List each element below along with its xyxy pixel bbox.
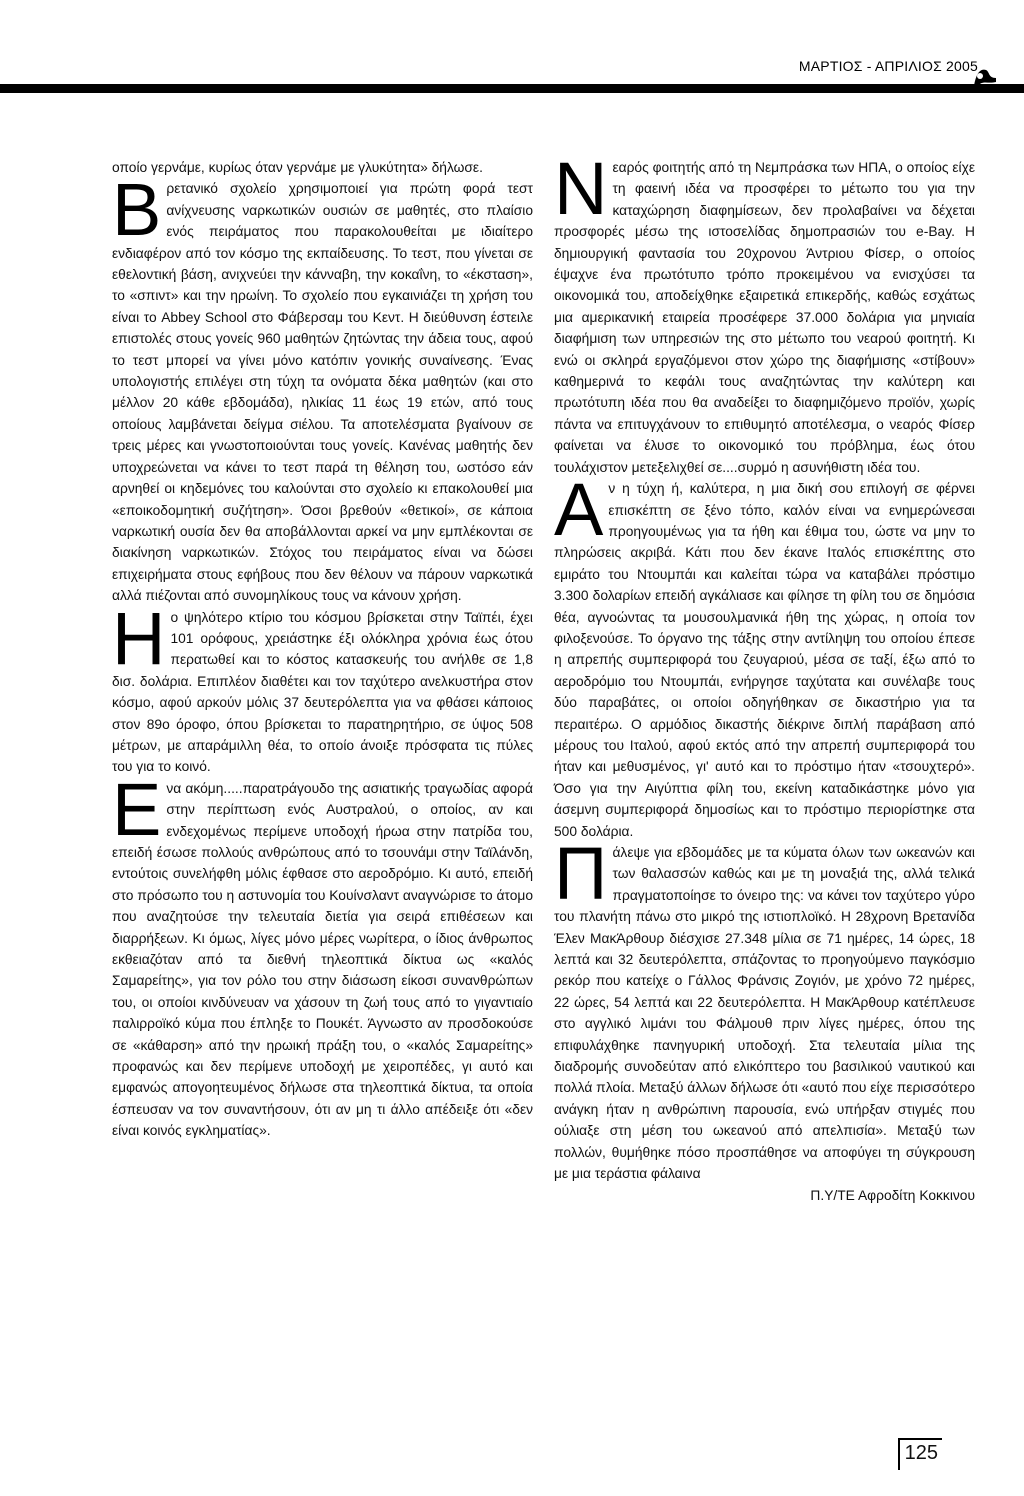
- drop-cap: Β: [112, 168, 162, 252]
- page-number: 125: [898, 1438, 942, 1470]
- paragraph-text: άλεψε για εβδομάδες με τα κύματα όλων των ωκεανών και των θαλασσών καθώς και με τη μοναξιά της, αλλά τελικά πραγματοποίησε το όνειρο της: να κάνει τον ταχύτερο γύρο του πλανήτη πάνω στο μικρό της ιστιοπλοϊκό. Η 28χρονη Βρετανίδα Έλεν ΜακΆρθουρ διέσχισε 27.348 μίλια σε 71 ημέρες, 14 ώρες, 18 λεπτά και 32 δευτερόλεπτα, σπάζοντας το προηγούμενο παγκόσμιο ρεκόρ που κατείχε ο Γάλλος Φράνσις Ζογιόν, με χρόνο 72 ημέρες, 22 ώρες, 54 λεπτά και 22 δευτερόλεπτα. Η ΜακΆρθουρ κατέπλευσε στο αγγλικό λιμάνι του Φάλμουθ πριν λίγες ημέρες, όπου της επιφυλάχθηκε πανηγυρική υποδοχή. Στα τελευταία μίλια της διαδρομής συνοδεύταν από ελικόπτερο του βασιλικού ναυτικού και πολλά πλοία. Μεταξύ άλλων δήλωσε ότι «αυτό που είχε περισσότερο ανάγκη ήταν η ανθρώπινη παρουσία, ενώ υπήρξαν στιγμές που ούλιαξε στη μέση του ωκεανού από απελπισία». Μεταξύ των πολλών, θυμήθηκε πόσο προσπάθησε να αποφύγει τη σύγκρουση με μια τεράστια φάλαινα: [554, 845, 975, 1182]
- right-paragraph-3: [554, 832, 975, 1185]
- left-paragraph-2: [112, 168, 533, 606]
- right-text-column: [554, 147, 975, 1206]
- paragraph-text: εαρός φοιτητής από τη Νεμπράσκα των ΗΠΑ, ο οποίος είχε τη φαεινή ιδέα να προσφέρει το μέτωπο του για την καταχώρηση διαφημίσεων, δεν προλαβαίνει να δέχεται προσφορές μέσω της ιστοσελίδας δημοπρασιών του e-Bay. Η δημιουργική φαντασία του 20χρονου Άντριου Φίσερ, ο οποίος έψαχνε ένα πρωτότυπο τρόπο προκειμένου να ενισχύσει τα οικονομικά του, αποδείχθηκε εξαιρετικά επικερδής, καθώς εσχάτως μια αμερικανική εταιρεία προσέφερε 37.000 δολάρια για μηνιαία διαφήμιση των υπηρεσιών της στο μέτωπο του νεαρού φοιτητή. Κι ενώ οι σκληρά εργαζόμενοι στον χώρο της διαφήμισης «στίβουν» καθημερινά το κεφάλι τους αναζητώντας την καλύτερη και πρωτότυπη ιδέα που θα αναδείξει το διαφημιζόμενο προϊόν, χωρίς πάντα να επιτυγχάνουν το επιθυμητό αποτέλεσμα, ο νεαρός Φίσερ φαίνεται να έλυσε το οικονομικό του πρόβλημα, έως ότου τουλάχιστον μετεξελιχθεί σε....συρμό η ασυνήθιστη ιδέα του.: [554, 160, 975, 475]
- drop-cap: Ε: [112, 767, 162, 851]
- paragraph-text: οποίο γερνάμε, κυρίως όταν γερνάμε με γλυκύτητα» δήλωσε.: [112, 160, 483, 175]
- right-paragraph-2: [554, 468, 975, 842]
- paragraph-text: να ακόμη.....παρατράγουδο της ασιατικής τραγωδίας αφορά στην περίπτωση ενός Αυστραλού, ο οποίος, αν και ενδεχομένως περίμενε υποδοχή ήρωα στην πατρίδα του, επειδή έσωσε πολλούς ανθρώπους από το τσουνάμι στην Ταϊλάνδη, εντούτοις συνελήφθη μόλις έφθασε στο αεροδρόμιο. Κι αυτό, επειδή στο πρόσωπο του η αστυνομία του Κουίνσλαντ αναγνώρισε το άτομο που αναζητούσε την τελευταία διετία για σειρά επιθέσεων και διαρρήξεων. Κι όμως, λίγες μόνο μέρες νωρίτερα, ο ίδιος άνθρωπος εκθειαζόταν από τα διεθνή τηλεοπτικά δίκτυα ως «καλός Σαμαρείτης», για τον ρόλο του στην διάσωση είκοσι συνανθρώπων του, οι οποίοι κινδύνευαν να χάσουν τη ζωή τους από το γιγαντιαίο παλιρροϊκό κύμα που έπληξε το Πουκέτ. Άγνωστο αν προσδοκούσε σε «κάθαρση» από την ηρωική πράξη του, ο «καλός Σαμαρείτης» προφανώς και δεν περίμενε υποδοχή με χειροπέδες, γι αυτό και εμφανώς απογοητευμένος δήλωσε στα τηλεοπτικά δίκτυα, τα οποία έσπευσαν να τον συναντήσουν, ότι αν μη τι άλλο απέδειξε ότι «δεν είναι κοινός εγκληματίας».: [112, 780, 533, 1139]
- paragraph-text: ο ψηλότερο κτίριο του κόσμου βρίσκεται στην Ταϊπέι, έχει 101 ορόφους, χρειάστηκε έξι ολόκληρα χρόνια έως ότου περατωθεί και το κόστος κατασκευής του ανήλθε σε 1,8 δισ. δολάρια. Επιπλέον διαθέτει και τον ταχύτερο ανελκυστήρα στον κόσμο, αφού αρκούν μόλις 37 δευτερόλεπτα για να φθάσει κάποιος στον 89ο όροφο, όπου βρίσκεται το παρατηρητήριο, σε ύψος 508 μέτρων, με απαράμιλλη θέα, το οποίο άνοιξε πρόσφατα τις πύλες του για το κοινό.: [112, 609, 533, 775]
- left-paragraph-4: [112, 767, 533, 1142]
- author-signature: Π.Υ/ΤΕ Αφροδίτη Κοκκινου: [810, 1187, 975, 1203]
- left-paragraph-3: [112, 596, 533, 778]
- header-rule: [0, 84, 1024, 93]
- left-text-column: [112, 157, 533, 1142]
- drop-cap: Ν: [554, 147, 608, 230]
- paragraph-text: ρετανικό σχολείο χρησιμοποιεί για πρώτη φορά τεστ ανίχνευσης ναρκωτικών ουσιών σε μαθητές, στο πλαίσιο ενός πειράματος που παρακολουθείται με ιδιαίτερο ενδιαφέρον από τον κόσμο της εκπαίδευσης. Το τεστ, που γίνεται σε εθελοντική βάση, ανιχνεύει την κάνναβη, την κοκαΐνη, το «έκσταση», το «σπιντ» και την ηρωίνη. Το σχολείο που εγκαινιάζει τη χρήση του είναι το Abbey School στο Φάβερσαμ του Κεντ. Η διεύθυνση έστειλε επιστολές στους γονείς 960 μαθητών ζητώντας την άδεια τους, αφού το τεστ μπορεί να γίνει μόνο κατόπιν γονικής συναίνεσης. Ένας υπολογιστής επιλέγει στη τύχη τα ονόματα δέκα μαθητών (και στο μέλλον 20 κάθε εβδομάδα), ηλικίας 11 έως 19 ετών, από τους οποίους λαμβάνεται δείγμα σιέλου. Τα αποτελέσματα βγαίνουν σε τρεις μέρες και γνωστοποιούνται τους γονείς. Κανένας μαθητής δεν υποχρεώνεται να κάνει το τεστ παρά τη θέληση του, ωστόσο εάν αρνηθεί οι κηδεμόνες του καλούνται στο σχολείο κι επακολουθεί μια «εποικοδομητική συζήτηση». Όσοι βρεθούν «θετικοί», σε κάποια ναρκωτική ουσία δεν θα αποβάλλονται αρκεί να μην εμπλέκονται σε διακίνηση ναρκωτικών. Στόχος του πειράματος είναι να δώσει επιχειρήματα στους εφήβους που δεν θέλουν να πάρουν ναρκωτικά αλλά πιέζονται από συνομηλίκους τους να κάνουν χρήση.: [112, 181, 533, 604]
- left-paragraph-1: [112, 157, 533, 178]
- issue-date-header: ΜΑΡΤΙΟΣ - ΑΠΡΙΛΙΟΣ 2005: [798, 58, 978, 74]
- drop-cap: Π: [554, 832, 608, 915]
- right-paragraph-1: [554, 147, 975, 478]
- paragraph-text: ν η τύχη ή, καλύτερα, η μια δική σου επιλογή σε φέρνει επισκέπτη σε ξένο τόπο, καλόν είναι να ενημερώνεσαι προηγουμένως για τα ήθη και έθιμα του, ώστε να μην το πληρώσεις ακριβά. Κάτι που δεν έκανε Ιταλός επισκέπτης στο εμιράτο του Ντουμπάι και καλείται τώρα να καταβάλει πρόστιμο 3.300 δολαρίων επειδή αγκάλιασε και φίλησε τη φίλη του σε δημόσια θέα, αγνοώντας τα μουσουλμανικά ήθη της χώρας, η οποία τον φιλοξενούσε. Το όργανο της τάξης στην αντίληψη του οποίου έπεσε η απρεπής συμπεριφορά του ζευγαριού, μέσα σε ταξί, έξω από το αεροδρόμιο του Ντουμπάι, ενήργησε ταχύτατα και συνέλαβε τους δύο παραβάτες, οι οποίοι οδηγήθηκαν σε δικαστήριο για τα περαιτέρω. Ο αρμόδιος δικαστής διέκρινε διπλή παράβαση από μέρους του Ιταλού, αφού εκτός από την απρεπή συμπεριφορά του ήταν και μεθυσμένος, γι' αυτό και το πρόστιμο ήταν «τσουχτερό». Όσο για την Αιγύπτια φίλη του, εκείνη καταδικάστηκε μόνο για άσεμνη συμπεριφορά δημοσίως και το πρόστιμο περιορίστηκε στα 500 δολάρια.: [554, 481, 975, 839]
- drop-cap: Η: [112, 596, 166, 680]
- drop-cap: Α: [554, 468, 604, 552]
